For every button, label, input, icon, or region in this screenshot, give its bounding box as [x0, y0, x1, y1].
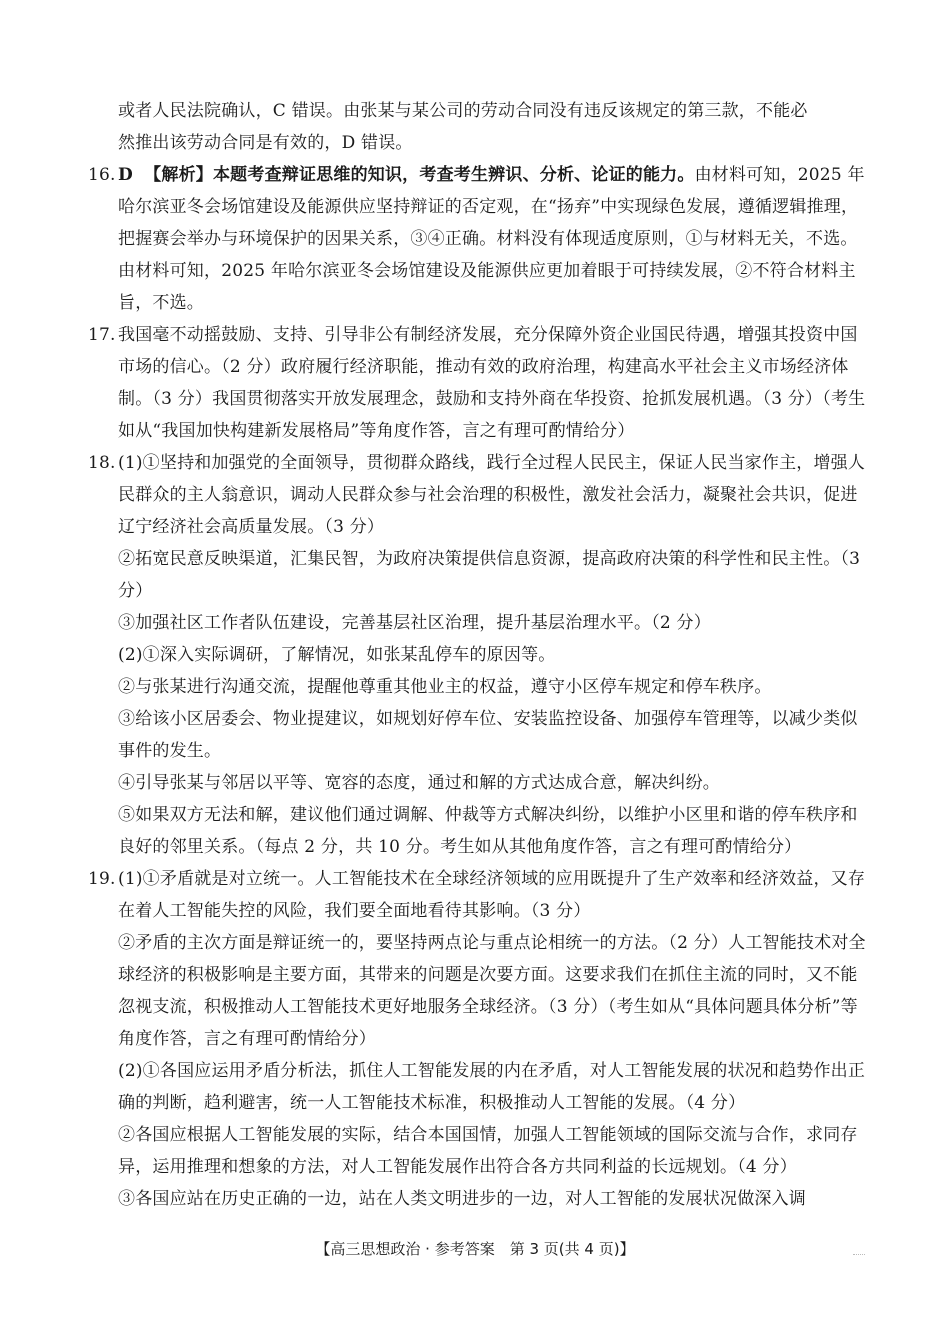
question-number: 18.	[88, 453, 116, 473]
analysis-label: 【解析】本题考查辩证思维的知识，考查考生辨识、分析、论证的能力。	[144, 165, 695, 185]
answer-point: (1)①矛盾就是对立统一。人工智能技术在全球经济领域的应用既提升了生产效率和经济效益，又存在着人工智能失控的风险，我们要全面地看待其影响。（3 分）	[118, 869, 866, 921]
question-17	[88, 319, 868, 447]
answer-point: ⑤如果双方无法和解，建议他们通过调解、仲裁等方式解决纠纷，以维护小区里和谐的停车秩序和良好的邻里关系。（每点 2 分，共 10 分。考生如从其他角度作答，言之有理可酌情给分）	[118, 805, 858, 857]
analysis-text: 由材料可知，2025 年哈尔滨亚冬会场馆建设及能源供应坚持辩证的否定观，在“扬弃”中实现绿色发展，遵循逻辑推理，把握赛会举办与环境保护的因果关系，③④正确。材料没有体现适度原则，①与材料无关，不选。由材料可知，2025 年哈尔滨亚冬会场馆建设及能源供应更加着眼于可持续发展，②不符合材料主旨，不选。	[118, 165, 865, 313]
answer-point: ②各国应根据人工智能发展的实际，结合本国国情，加强人工智能领域的国际交流与合作，求同存异，运用推理和想象的方法，对人工智能发展作出符合各方共同利益的长远规划。（4 分）	[118, 1125, 858, 1177]
question-19	[88, 863, 868, 1215]
answer-point: ③给该小区居委会、物业提建议，如规划好停车位、安装监控设备、加强停车管理等，以减少类似事件的发生。	[118, 709, 858, 761]
answer-point: ③各国应站在历史正确的一边，站在人类文明进步的一边，对人工智能的发展状况做深入调	[118, 1189, 806, 1209]
question-16	[88, 159, 868, 319]
question-number: 19.	[88, 869, 116, 889]
answer-point: ②拓宽民意反映渠道，汇集民智，为政府决策提供信息资源，提高政府决策的科学性和民主性。（3 分）	[118, 549, 861, 601]
question-18	[88, 447, 868, 863]
continued-line-1: 或者人民法院确认，C 错误。由张某与某公司的劳动合同没有违反该规定的第三款，不能必	[118, 101, 808, 121]
answer-point: ③加强社区工作者队伍建设，完善基层社区治理，提升基层治理水平。（2 分）	[118, 613, 711, 633]
answer-point: ②与张某进行沟通交流，提醒他尊重其他业主的权益，遵守小区停车规定和停车秩序。	[118, 677, 772, 697]
page-content	[88, 95, 868, 1215]
question-number: 17.	[88, 325, 116, 345]
continued-explanation	[88, 95, 868, 159]
answer-point: ④引导张某与邻居以平等、宽容的态度，通过和解的方式达成合意，解决纠纷。	[118, 773, 720, 793]
continued-line-2: 然推出该劳动合同是有效的，D 错误。	[118, 133, 413, 153]
answer-point: (1)①坚持和加强党的全面领导，贯彻群众路线，践行全过程人民民主，保证人民当家作主，增强人民群众的主人翁意识，调动人民群众参与社会治理的积极性，激发社会活力，凝聚社会共识，促进辽宁经济社会高质量发展。（3 分）	[118, 453, 866, 537]
answer-point: ②矛盾的主次方面是辩证统一的，要坚持两点论与重点论相统一的方法。（2 分）人工智能技术对全球经济的积极影响是主要方面，其带来的问题是次要方面。这要求我们在抓住主流的同时，又不能忽视支流，积极推动人工智能技术更好地服务全球经济。（3 分）（考生如从“具体问题具体分析”等角度作答，言之有理可酌情给分）	[118, 933, 866, 1049]
answer-point: (2)①各国应运用矛盾分析法，抓住人工智能发展的内在矛盾，对人工智能发展的状况和趋势作出正确的判断，趋利避害，统一人工智能技术标准，积极推动人工智能的发展。（4 分）	[118, 1061, 866, 1113]
scan-mark	[853, 1254, 865, 1257]
answer-point: (2)①深入实际调研，了解情况，如张某乱停车的原因等。	[118, 645, 556, 665]
question-number: 16.	[88, 165, 116, 185]
answer-choice: D	[118, 165, 133, 185]
page-footer: 【高三思想政治 · 参考答案 第 3 页(共 4 页)】	[315, 1240, 635, 1258]
answer-text: 我国毫不动摇鼓励、支持、引导非公有制经济发展，充分保障外资企业国民待遇，增强其投资中国市场的信心。（2 分）政府履行经济职能，推动有效的政府治理，构建高水平社会主义市场经济体制。（3 分）我国贯彻落实开放发展理念，鼓励和支持外商在华投资、抢抓发展机遇。（3 分）（考生如从“我国加快构建新发展格局”等角度作答，言之有理可酌情给分）	[118, 325, 866, 441]
